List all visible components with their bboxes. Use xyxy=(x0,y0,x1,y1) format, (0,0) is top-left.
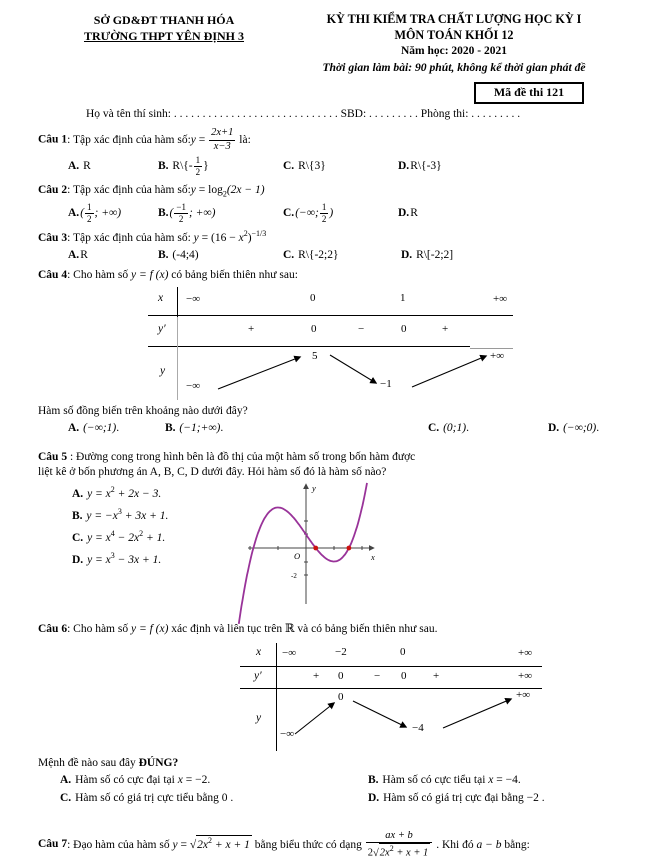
bbt4-row-label-y: y xyxy=(160,364,166,377)
q5-option-d: D. $y = x^3 - 3x + 1$. xyxy=(72,550,162,566)
bbt4-x-1: 1 xyxy=(400,291,406,304)
question-2 xyxy=(38,183,618,224)
bbt4-arrows xyxy=(148,287,513,400)
q1-option-a: A. R xyxy=(68,160,91,173)
q1-option-c: C. R\{3} xyxy=(283,160,326,173)
q3-text: : Tập xác định của hàm số: $y = (16 - x^2)^{-1/3}$ xyxy=(67,229,267,245)
exam-subject: MÔN TOÁN KHỐI 12 xyxy=(394,27,514,42)
bbt6-yp-2: 0 xyxy=(338,669,344,682)
bbt6-x-pinf: +∞ xyxy=(518,646,533,659)
q3-options xyxy=(38,248,618,263)
bbt4-y-max: 5 xyxy=(312,349,318,362)
q1-options xyxy=(38,155,618,178)
school-name: TRƯỜNG THPT YÊN ĐỊNH 3 xyxy=(83,29,245,44)
bbt6-yp-4: 0 xyxy=(401,669,407,682)
bbt6-yp-3: − xyxy=(374,669,381,682)
bbt6-row-label-yp: y′ xyxy=(254,669,262,682)
bbt4-y-min: −1 xyxy=(380,377,392,390)
q4-option-b: B. (−1;+∞). xyxy=(165,421,224,434)
student-info-line xyxy=(38,107,618,122)
bbt6-y-min: −4 xyxy=(412,721,424,734)
bbt6-x-0: 0 xyxy=(400,645,406,658)
sbd-dots: . . . . . . . . . xyxy=(366,108,421,121)
q5-option-a: A. $y = x^2 + 2x - 3$. xyxy=(72,484,162,500)
q4-option-a: A. (−∞;1). xyxy=(68,421,120,434)
bbt6-x-minf: −∞ xyxy=(282,646,297,659)
school-year: Năm học: 2020 - 2021 xyxy=(400,44,508,57)
q4-text: : Cho hàm số y = f (x) có bảng biến thiên như sau: xyxy=(67,269,298,282)
bbt6-yp-1: + xyxy=(313,669,320,682)
cubic-curve xyxy=(239,483,367,624)
bbt4-row-label-yp: y′ xyxy=(158,322,166,335)
header-right-block xyxy=(290,12,618,75)
root-point-1 xyxy=(313,545,318,550)
room-label: Phòng thi: xyxy=(420,108,469,121)
bbt6-row-label-y: y xyxy=(256,711,262,724)
bbt4-yp-1: + xyxy=(248,322,255,335)
q6-option-d: D. Hàm số có giá trị cực đại bằng −2 . xyxy=(368,791,545,804)
y-tick-label: -2 xyxy=(291,571,297,580)
q5-text: : Đường cong trong hình bên là đồ thị của một hàm số trong bốn hàm được liệt kê ở bốn phương án A, B, C, D dưới đây. Hỏi hàm số đó là hàm số nào? xyxy=(38,450,416,478)
q1-text: : Tập xác định của hàm số:y = $\frac{2x+1}{x-3}$ là: xyxy=(67,127,251,152)
student-name-label: Họ và tên thí sinh: xyxy=(86,108,171,121)
q5-label: Câu 5 xyxy=(38,450,68,463)
q2-options xyxy=(38,202,618,225)
bbt4-yp-4: 0 xyxy=(401,322,407,335)
q1-label: Câu 1 xyxy=(38,133,68,146)
bbt6-y-max: 0 xyxy=(338,690,344,703)
bbt6-y-start: −∞ xyxy=(280,727,295,740)
bbt6-arrows xyxy=(240,643,542,751)
q5-option-b: B. $y = -x^3 + 3x + 1$. xyxy=(72,506,169,522)
bbt4-y-end: +∞ xyxy=(490,349,505,362)
y-axis-label: y xyxy=(312,482,316,493)
bbt4-yp-5: + xyxy=(442,322,449,335)
bbt6-yp-5: + xyxy=(433,669,440,682)
q6-variation-table xyxy=(240,643,542,751)
exam-title: KỲ THI KIỂM TRA CHẤT LƯỢNG HỌC KỲ I xyxy=(326,12,582,26)
q2-text: : Tập xác định của hàm số:y = $\log_2(2x - 1)$ xyxy=(67,184,265,199)
bbt4-y-start: −∞ xyxy=(186,379,201,392)
q2-option-b: B.( $\frac{-1}{2}$ ; +∞) xyxy=(158,201,216,224)
question-4 xyxy=(38,268,618,436)
q7-label: Câu 7 xyxy=(38,838,68,851)
bbt4-yp-3: − xyxy=(358,322,365,335)
bbt6-x-m2: −2 xyxy=(335,645,347,658)
q5-function-graph xyxy=(245,476,381,608)
bbt4-x-minf: −∞ xyxy=(186,292,201,305)
q6-option-b: B. Hàm số có cực tiểu tại x = −4. xyxy=(368,773,521,786)
q3-option-d: D. R\[-2;2] xyxy=(401,249,454,262)
q4-option-c: C. (0;1). xyxy=(428,421,469,434)
room-dots: . . . . . . . . . xyxy=(468,108,521,121)
q2-option-d: D.R xyxy=(398,206,418,219)
exam-duration: Thời gian làm bài: 90 phút, không kể thời gian phát đề xyxy=(322,60,586,74)
q2-option-c: C.(−∞; $\frac{1}{2}$ ) xyxy=(283,201,334,224)
q6-options xyxy=(38,773,618,806)
q3-label: Câu 3 xyxy=(38,232,68,245)
exam-code-box: Mã đề thi 121 xyxy=(474,82,584,105)
root-point-2 xyxy=(346,545,351,550)
q4-question: Hàm số đồng biến trên khoảng nào dưới đây? xyxy=(38,404,248,417)
q3-option-c: C. R\{-2;2} xyxy=(283,249,339,262)
bbt4-yp-2: 0 xyxy=(311,322,317,335)
q1-option-b: B. R\{- $\frac{1}{2}$ } xyxy=(158,155,209,178)
q6-option-c: C. Hàm số có giá trị cực tiểu bằng 0 . xyxy=(60,791,234,804)
q6-question: Mệnh đề nào sau đây ĐÚNG? xyxy=(38,756,179,769)
bbt4-row-label-x: x xyxy=(158,291,164,304)
header-left-block xyxy=(38,12,290,75)
q1-option-d: D.R\{-3} xyxy=(398,160,442,173)
bbt6-yp-6: +∞ xyxy=(518,669,533,682)
q4-option-d: D. (−∞;0). xyxy=(548,421,600,434)
q2-label: Câu 2 xyxy=(38,184,68,197)
q3-option-b: B. (-4;4) xyxy=(158,249,199,262)
question-7 xyxy=(38,830,618,860)
q4-variation-table xyxy=(148,287,513,400)
sbd-label: SBD: xyxy=(340,108,367,121)
x-axis-label: x xyxy=(371,551,375,562)
question-5 xyxy=(38,450,618,610)
q7-text: : Đạo hàm của hàm số $y = √2x^2 + x + 1$ bằng biểu thức có dạng $\frac{ax + b}{2√2x^2 + x + 1}$ . Khi đó a − b bằng: xyxy=(67,829,530,859)
student-name-dots: . . . . . . . . . . . . . . . . . . . . . . . . . . . . . xyxy=(170,108,341,121)
bbt4-x-0: 0 xyxy=(310,291,316,304)
q6-text: : Cho hàm số y = f (x) xác định và liên tục trên ℝ và có bảng biến thiên như sau. xyxy=(67,622,438,635)
origin-label: O xyxy=(294,550,301,561)
exam-header xyxy=(38,12,618,75)
q4-label: Câu 4 xyxy=(38,269,68,282)
q5-option-c: C. $y = x^4 - 2x^2 + 1$. xyxy=(72,528,166,544)
bbt6-row-label-x: x xyxy=(256,645,262,658)
bbt6-y-end: +∞ xyxy=(516,688,531,701)
q3-option-a: A.R xyxy=(68,249,88,262)
q4-options xyxy=(38,421,618,436)
department-name: SỞ GD&ĐT THANH HÓA xyxy=(93,13,235,27)
q6-label: Câu 6 xyxy=(38,622,68,635)
question-1 xyxy=(38,127,618,178)
q6-option-a: A. Hàm số có cực đại tại x = −2. xyxy=(60,773,211,786)
q2-option-a: A.( $\frac{1}{2}$ ; +∞) xyxy=(68,201,122,224)
bbt4-x-pinf: +∞ xyxy=(493,292,508,305)
question-6 xyxy=(38,622,618,806)
question-3 xyxy=(38,229,618,263)
